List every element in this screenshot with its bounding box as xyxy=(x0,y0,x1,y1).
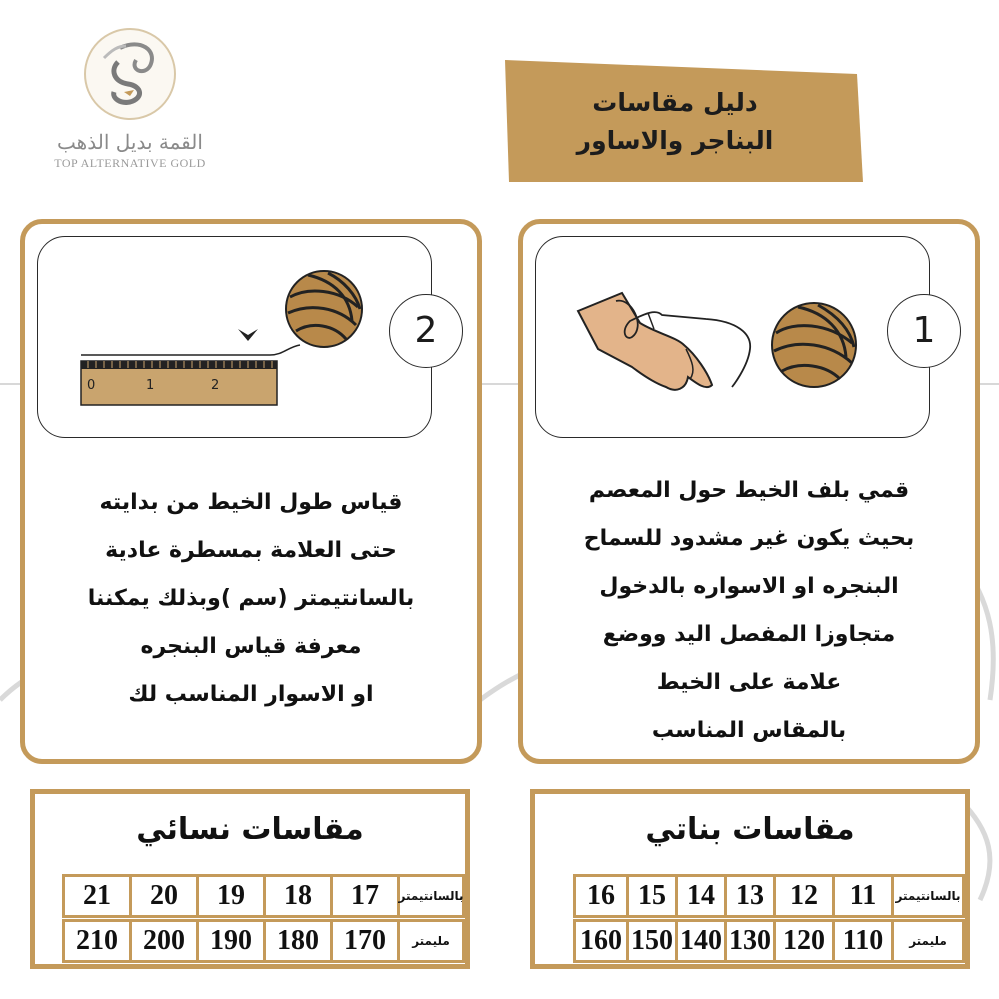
step-illustration-frame xyxy=(535,236,930,438)
thread-line xyxy=(81,345,300,355)
table-cell: 110 xyxy=(832,919,894,963)
brand-logo xyxy=(30,28,230,178)
step-number-1: 1 xyxy=(887,294,961,368)
table-cell: 19 xyxy=(196,874,266,918)
women-table-title: مقاسات نسائي xyxy=(136,812,364,847)
table-cell: 150 xyxy=(626,919,678,963)
step-2-line: بالسانتيمتر (سم )وبذلك يمكننا xyxy=(87,586,415,611)
table-cell: 13 xyxy=(724,874,776,918)
swan-icon xyxy=(100,40,160,106)
women-cm-row xyxy=(35,874,465,918)
step-2-line: او الاسوار المناسب لك xyxy=(128,682,374,707)
table-cell: 16 xyxy=(573,874,629,918)
ruler-tick-0: 0 xyxy=(87,378,96,393)
step-card-1 xyxy=(518,219,980,764)
mm-label: مليمتر xyxy=(891,919,965,963)
mm-label: مليمتر xyxy=(397,919,465,963)
step-illustration-frame xyxy=(37,236,432,438)
ruler-tick-2: 2 xyxy=(211,378,220,393)
table-cell: 160 xyxy=(573,919,629,963)
step-number-2: 2 xyxy=(389,294,463,368)
yarn-ball-icon xyxy=(772,303,856,387)
brand-name-english: TOP ALTERNATIVE GOLD xyxy=(54,156,206,170)
table-cell: 170 xyxy=(330,919,400,963)
step-2-instructions xyxy=(25,479,477,719)
table-cell: 130 xyxy=(724,919,776,963)
wrist-wrap-illustration xyxy=(536,237,929,437)
title-banner xyxy=(505,60,865,185)
step-1-line: بالمقاس المناسب xyxy=(651,718,847,743)
step-1-instructions xyxy=(523,467,975,755)
step-2-line: معرفة قياس البنجره xyxy=(140,634,362,659)
women-size-table xyxy=(30,789,470,969)
girls-cm-row xyxy=(535,874,965,918)
logo-emblem xyxy=(84,28,176,120)
table-cell: 120 xyxy=(773,919,835,963)
ruler-measure-illustration xyxy=(38,237,431,437)
marker-arrow-icon xyxy=(238,329,258,341)
cm-label: بالسانتيمتر xyxy=(891,874,965,918)
step-card-2 xyxy=(20,219,482,764)
table-cell: 11 xyxy=(832,874,894,918)
girls-size-table xyxy=(530,789,970,969)
table-cell: 180 xyxy=(263,919,333,963)
title-line-2: البناجر والاساور xyxy=(576,126,774,155)
hand-icon xyxy=(578,293,712,390)
table-cell: 14 xyxy=(675,874,727,918)
step-1-line: قمي بلف الخيط حول المعصم xyxy=(588,478,910,503)
page-title xyxy=(505,84,845,160)
table-cell: 18 xyxy=(263,874,333,918)
step-2-line: حتى العلامة بمسطرة عادية xyxy=(105,538,397,563)
table-cell: 140 xyxy=(675,919,727,963)
brand-name-arabic: القمة بديل الذهب xyxy=(57,130,203,154)
yarn-ball-icon xyxy=(286,271,362,347)
table-cell: 190 xyxy=(196,919,266,963)
table-cell: 12 xyxy=(773,874,835,918)
cm-label: بالسانتيمتر xyxy=(397,874,465,918)
table-cell: 200 xyxy=(129,919,199,963)
table-cell: 20 xyxy=(129,874,199,918)
step-1-line: علامة على الخيط xyxy=(656,670,842,695)
table-cell: 210 xyxy=(62,919,132,963)
girls-mm-row xyxy=(535,919,965,963)
table-cell: 17 xyxy=(330,874,400,918)
women-mm-row xyxy=(35,919,465,963)
table-cell: 15 xyxy=(626,874,678,918)
step-1-line: بحيث يكون غير مشدود للسماح xyxy=(583,526,915,551)
step-1-line: متجاوزا المفصل اليد ووضع xyxy=(602,622,896,647)
ruler-tick-1: 1 xyxy=(146,378,155,393)
title-line-1: دليل مقاسات xyxy=(592,88,758,117)
girls-table-title: مقاسات بناتي xyxy=(645,812,855,847)
step-2-line: قياس طول الخيط من بدايته xyxy=(99,490,403,515)
step-1-line: البنجره او الاسواره بالدخول xyxy=(599,574,899,599)
table-cell: 21 xyxy=(62,874,132,918)
